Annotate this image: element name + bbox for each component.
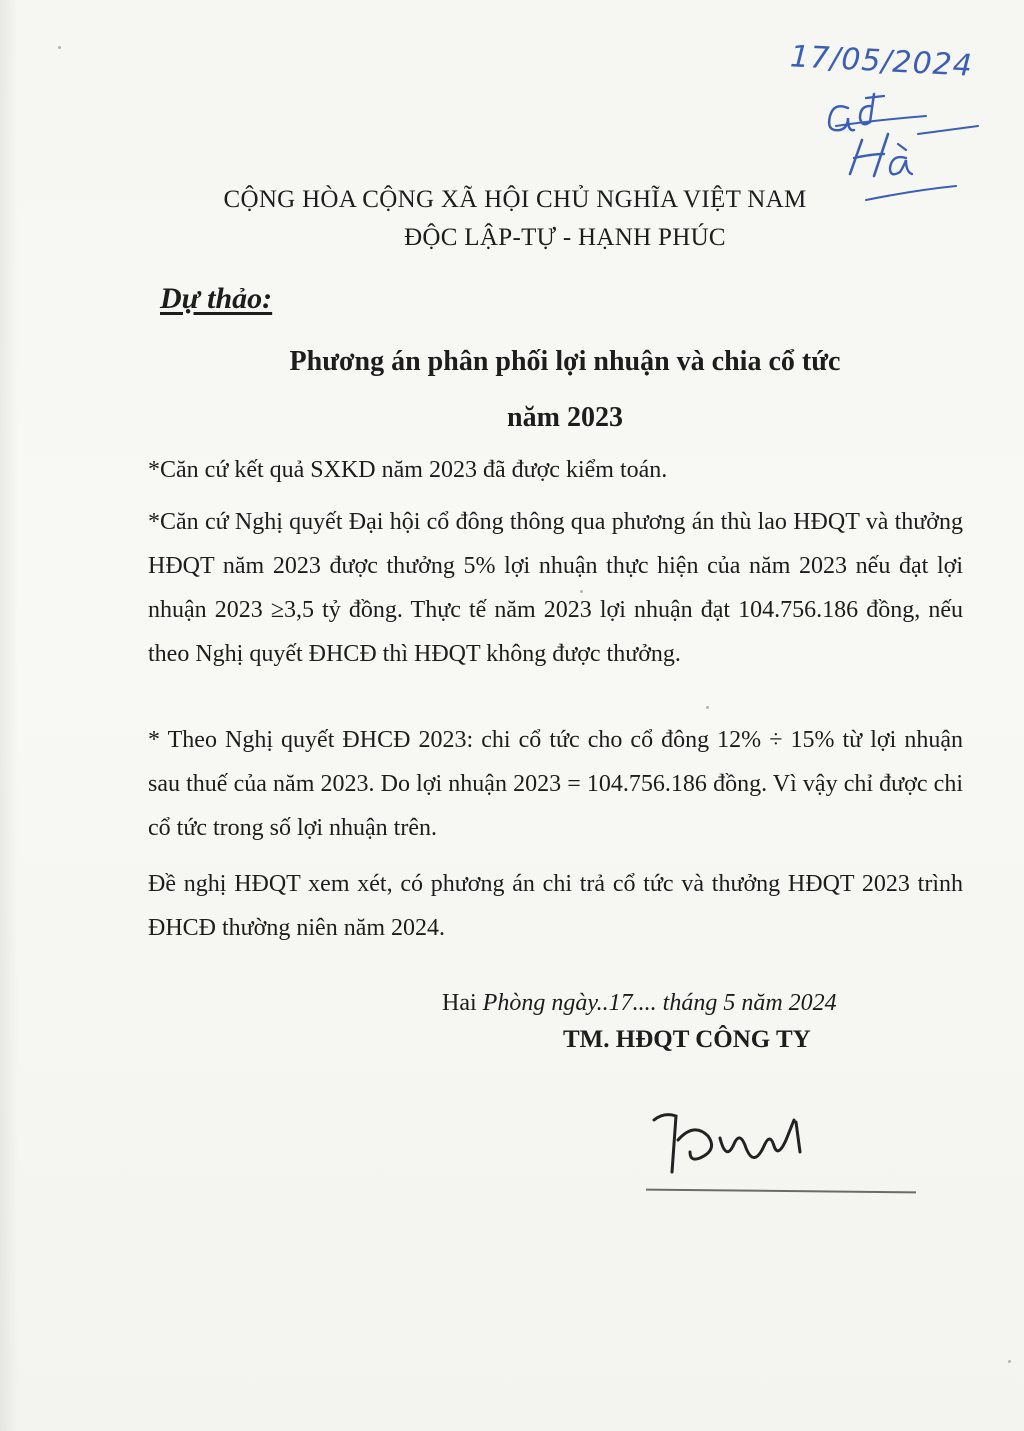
paragraph-1: *Căn cứ kết quả SXKD năm 2023 đã được kiểm toán.: [148, 457, 668, 483]
national-title: CỘNG HÒA CỘNG XÃ HỘI CHỦ NGHĨA VIỆT NAM: [223, 186, 807, 213]
draft-label: Dự thảo:: [160, 282, 273, 315]
handwritten-date: 17/05/2024: [789, 39, 974, 84]
handwritten-note: [770, 30, 1000, 210]
paper-speck: [580, 590, 583, 593]
signature-line: [646, 1189, 916, 1194]
page-shadow: [0, 0, 18, 1431]
paper-speck: [706, 706, 709, 709]
place-date-italic: Phòng ngày..17.... tháng 5 năm 2024: [482, 990, 837, 1016]
paper-speck: [1008, 1360, 1011, 1363]
paper-speck: [58, 46, 61, 49]
document-title-line1: Phương án phân phối lợi nhuận và chia cổ tức: [289, 346, 841, 377]
paragraph-2: *Căn cứ Nghị quyết Đại hội cổ đông thông qua phương án thù lao HĐQT và thưởng HĐQT năm 2023 được thưởng 5% lợi nhuận thực hiện của năm 2023 nếu đạt lợi nhuận 2023 ≥3,5 tỷ đồng. Thực tế năm 2023 lợi nhuận đạt 104.756.186 đồng, nếu theo Nghị quyết ĐHCĐ thì HĐQT không được thưởng.: [148, 509, 963, 667]
national-motto: ĐỘC LẬP-TỰ - HẠNH PHÚC: [404, 224, 726, 251]
signature-drawing: [640, 1100, 830, 1180]
paragraph-4: Đề nghị HĐQT xem xét, có phương án chi trả cổ tức và thưởng HĐQT 2023 trình ĐHCĐ thường niên năm 2024.: [148, 871, 963, 941]
document-title-line2: năm 2023: [507, 402, 623, 433]
place-date: [442, 990, 837, 1017]
signature: [640, 1100, 830, 1180]
signatory-title: TM. HĐQT CÔNG TY: [563, 1026, 811, 1053]
paragraph-3: * Theo Nghị quyết ĐHCĐ 2023: chi cổ tức cho cổ đông 12% ÷ 15% từ lợi nhuận sau thuế của năm 2023. Do lợi nhuận 2023 = 104.756.186 đồng. Vì vậy chỉ được chi cổ tức trong số lợi nhuận trên.: [148, 727, 963, 841]
place-date-prefix: Hai: [442, 990, 483, 1016]
handwritten-note-drawing: [770, 30, 1000, 210]
